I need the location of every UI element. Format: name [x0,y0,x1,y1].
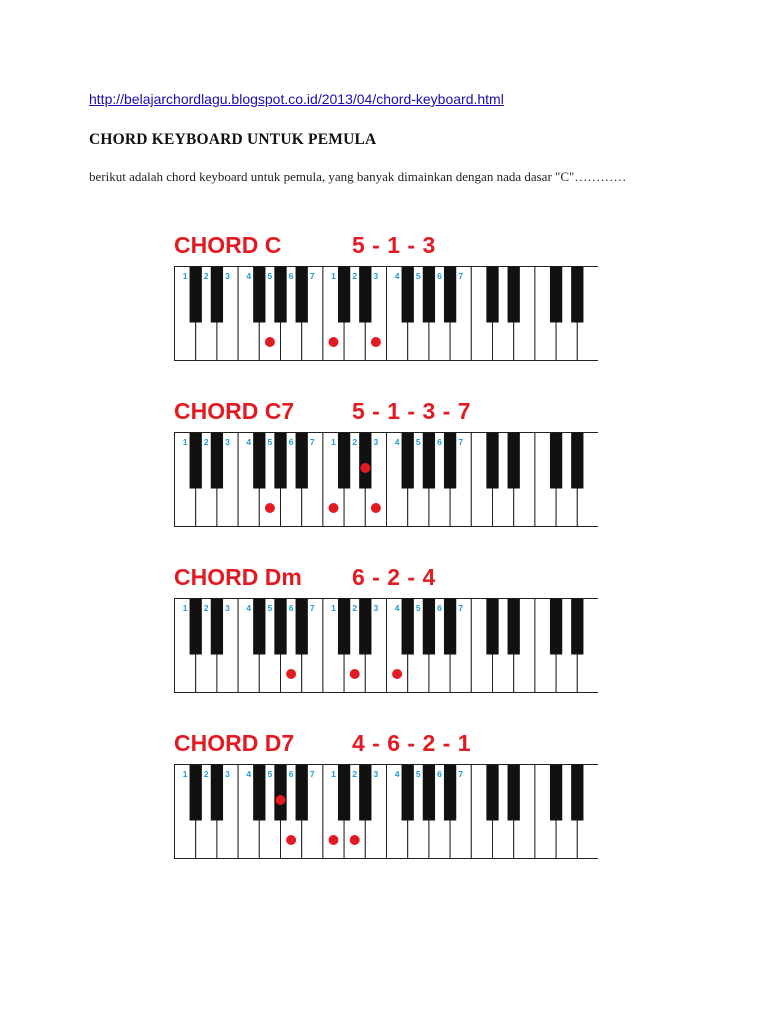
key-number: 1 [182,769,188,779]
black-key [550,267,562,323]
black-key [571,433,583,489]
chord-d7-keyboard [174,764,598,860]
black-key [253,599,265,655]
key-number: 1 [331,603,336,613]
black-key [486,433,498,489]
note-dot [329,835,339,845]
black-key [486,267,498,323]
key-number: 1 [182,603,188,613]
black-key [402,267,414,323]
key-number: 6 [288,603,294,613]
black-key [274,599,286,655]
black-key [296,765,308,821]
key-number: 7 [309,437,315,447]
black-key [508,599,520,655]
key-number: 6 [288,437,294,447]
key-number: 5 [267,437,273,447]
black-key [402,765,414,821]
black-key [359,765,371,821]
black-key [508,765,520,821]
black-key [423,433,435,489]
chord-dm-keyboard [174,598,598,694]
chord-d7-label: CHORD D7 [174,730,295,756]
key-number: 6 [437,603,442,613]
black-key [296,267,308,323]
key-number: 1 [182,437,188,447]
key-number: 4 [394,437,400,447]
chord-dm-notes: 6 - 2 - 4 [352,564,436,590]
key-number: 1 [331,769,336,779]
key-number: 4 [246,271,252,281]
black-key [253,433,265,489]
note-dot-black [276,795,286,805]
key-number: 2 [203,769,209,779]
key-number: 7 [458,603,464,613]
key-number: 7 [458,271,464,281]
key-number: 7 [458,437,464,447]
black-key [486,765,498,821]
note-dot [350,669,360,679]
note-dot [286,835,296,845]
black-key [253,765,265,821]
key-number: 5 [415,603,421,613]
chord-c-notes: 5 - 1 - 3 [352,232,436,258]
black-key [444,267,456,323]
key-number: 5 [267,603,273,613]
key-number: 7 [309,271,315,281]
key-number: 4 [246,769,252,779]
source-link[interactable]: http://belajarchordlagu.blogspot.co.id/2013/04/chord-keyboard.html [89,91,504,107]
key-number: 7 [458,769,464,779]
black-key [444,433,456,489]
black-key [402,599,414,655]
chord-c7-keyboard [174,432,598,528]
key-number: 2 [352,437,358,447]
black-key [338,599,350,655]
black-key [402,433,414,489]
chord-c7-label: CHORD C7 [174,398,295,424]
black-key [550,599,562,655]
note-dot [329,503,339,513]
key-number: 5 [415,271,421,281]
black-key [190,765,202,821]
black-key [571,267,583,323]
key-number: 1 [331,437,336,447]
key-number: 4 [394,271,400,281]
black-key [486,599,498,655]
note-dot [371,503,381,513]
black-key [359,267,371,323]
black-key [550,433,562,489]
note-dot [329,337,339,347]
key-number: 3 [373,603,379,613]
black-key [359,599,371,655]
black-key [211,267,223,323]
key-number: 1 [182,271,188,281]
black-key [296,433,308,489]
chord-c7-notes: 5 - 1 - 3 - 7 [352,398,471,424]
key-number: 2 [203,437,209,447]
black-key [338,267,350,323]
chord-d7-notes: 4 - 6 - 2 - 1 [352,730,471,756]
key-number: 1 [331,271,336,281]
key-number: 4 [246,603,252,613]
black-key [190,267,202,323]
black-key [296,599,308,655]
key-number: 5 [415,769,421,779]
chord-dm-label: CHORD Dm [174,564,302,590]
key-number: 6 [437,437,442,447]
key-number: 4 [394,603,400,613]
key-number: 3 [373,769,379,779]
key-number: 3 [225,271,230,281]
key-number: 2 [203,603,209,613]
page-heading: CHORD KEYBOARD UNTUK PEMULA [89,131,377,148]
black-key [571,599,583,655]
key-number: 3 [373,437,379,447]
key-number: 3 [373,271,379,281]
black-key [211,765,223,821]
black-key [338,765,350,821]
black-key [274,433,286,489]
note-dot [392,669,402,679]
black-key [338,433,350,489]
black-key [190,599,202,655]
black-key [359,433,371,489]
key-number: 6 [437,769,442,779]
key-number: 5 [415,437,421,447]
key-number: 2 [203,271,209,281]
key-number: 7 [309,603,315,613]
black-key [508,433,520,489]
black-key [571,765,583,821]
note-dot [371,337,381,347]
black-key [423,599,435,655]
key-number: 2 [352,603,358,613]
black-key [253,267,265,323]
note-dot [350,835,360,845]
black-key [444,599,456,655]
note-dot [265,503,275,513]
black-key [423,267,435,323]
black-key [211,599,223,655]
key-number: 6 [437,271,442,281]
intro-paragraph: berikut adalah chord keyboard untuk pemula, yang banyak dimainkan dengan nada dasar "C"………… [89,169,627,184]
chord-c-label: CHORD C [174,232,282,258]
key-number: 7 [309,769,315,779]
key-number: 3 [225,603,230,613]
key-number: 4 [394,769,400,779]
black-key [190,433,202,489]
key-number: 5 [267,769,273,779]
black-key [550,765,562,821]
note-dot [286,669,296,679]
black-key [423,765,435,821]
key-number: 2 [352,769,358,779]
note-dot [265,337,275,347]
key-number: 3 [225,437,230,447]
key-number: 5 [267,271,273,281]
black-key [274,765,286,821]
key-number: 6 [288,769,294,779]
chord-c-keyboard [174,266,598,362]
key-number: 3 [225,769,230,779]
black-key [508,267,520,323]
note-dot-black [360,463,370,473]
black-key [274,267,286,323]
black-key [211,433,223,489]
key-number: 6 [288,271,294,281]
key-number: 2 [352,271,358,281]
black-key [444,765,456,821]
key-number: 4 [246,437,252,447]
